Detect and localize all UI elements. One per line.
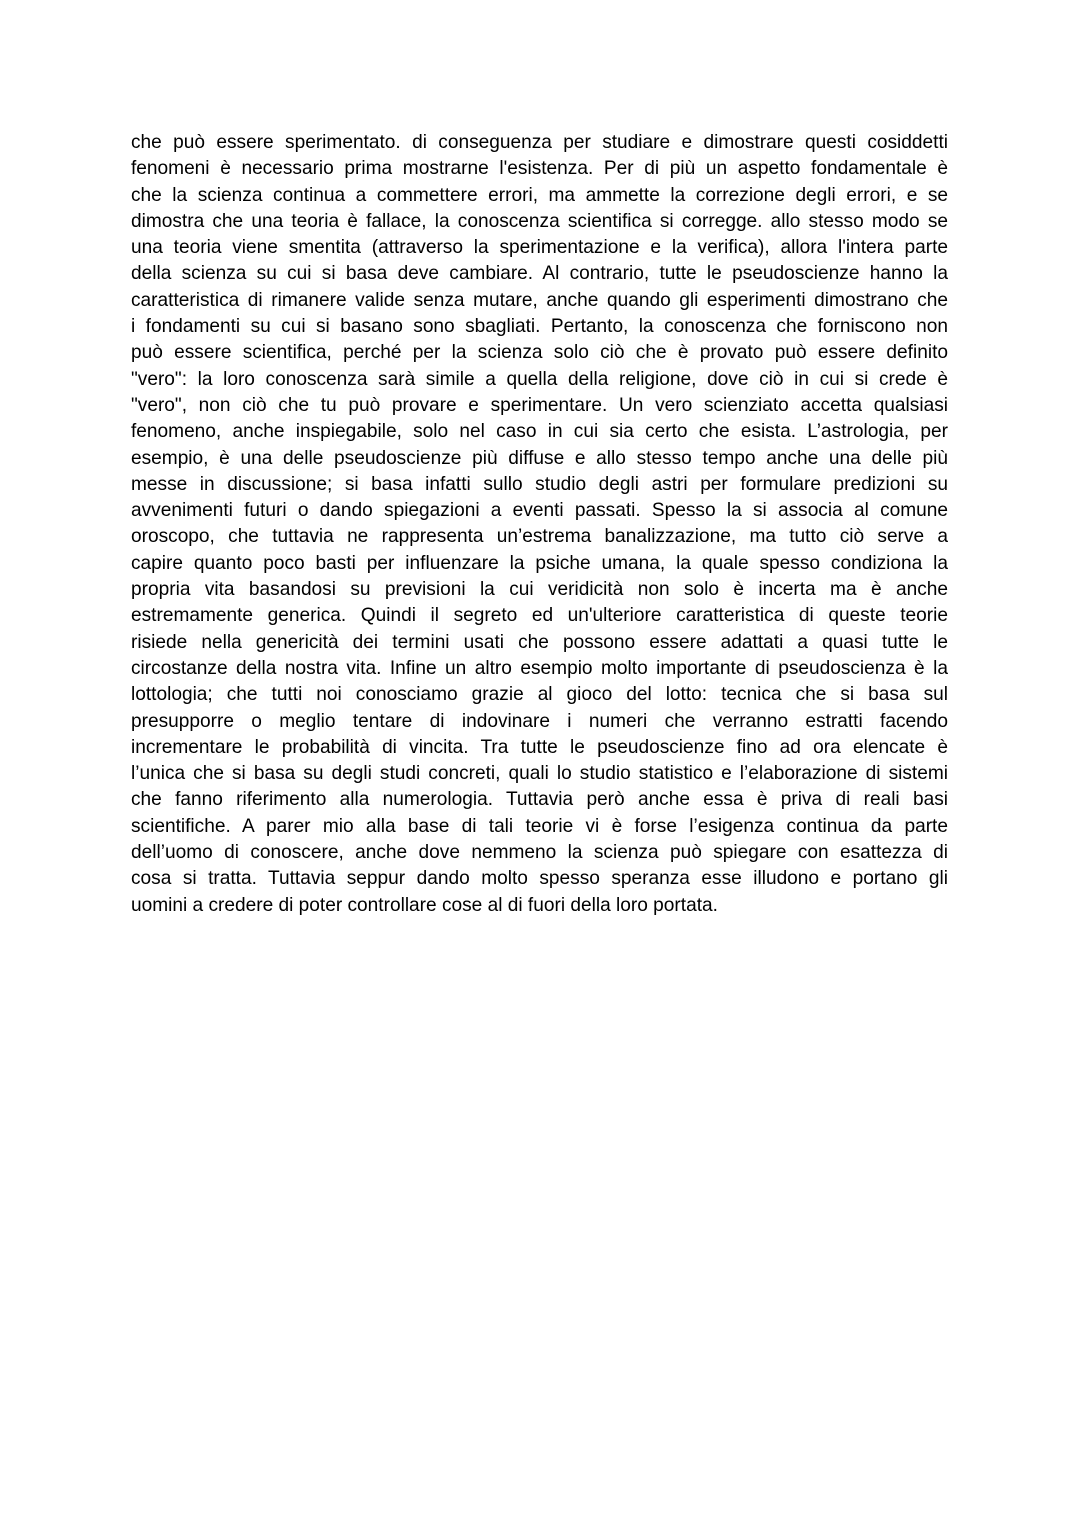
- text-line: incrementare le probabilità di vincita. Tra tutte le pseudoscienze fino ad ora elencate è: [131, 736, 948, 758]
- text-line: propria vita basandosi su previsioni la cui veridicità non solo è incerta ma è anche: [131, 579, 948, 601]
- text-line: fenomeni è necessario prima mostrarne l'esistenza. Per di più un aspetto fondamentale è: [131, 158, 948, 180]
- text-line: "vero": la loro conoscenza sarà simile a quella della religione, dove ciò in cui si crede è: [131, 368, 948, 390]
- text-line: che fanno riferimento alla numerologia. Tuttavia però anche essa è priva di reali basi: [131, 789, 948, 811]
- text-line: una teoria viene smentita (attraverso la sperimentazione e la verifica), allora l'intera parte: [131, 237, 948, 259]
- text-line: circostanze della nostra vita. Infine un altro esempio molto importante di pseudoscienza è la: [131, 657, 948, 679]
- text-line: uomini a credere di poter controllare cose al di fuori della loro portata.: [131, 894, 718, 916]
- text-line: risiede nella genericità dei termini usati che possono essere adattati a quasi tutte le: [131, 631, 948, 653]
- text-line: della scienza su cui si basa deve cambiare. Al contrario, tutte le pseudoscienze hanno la: [131, 263, 948, 285]
- text-line: l’unica che si basa su degli studi concreti, quali lo studio statistico e l’elaborazione di sistemi: [131, 763, 948, 785]
- text-line: i fondamenti su cui si basano sono sbagliati. Pertanto, la conoscenza che forniscono non: [131, 316, 948, 338]
- text-line: fenomeno, anche inspiegabile, solo nel caso in cui sia certo che esista. L’astrologia, per: [131, 421, 948, 443]
- text-line: caratteristica di rimanere valide senza mutare, anche quando gli esperimenti dimostrano che: [131, 289, 948, 311]
- body-paragraph: [131, 130, 948, 919]
- text-line: esempio, è una delle pseudoscienze più diffuse e allo stesso tempo anche una delle più: [131, 447, 948, 469]
- text-line: lottologia; che tutti noi conosciamo grazie al gioco del lotto: tecnica che si basa sul: [131, 684, 948, 706]
- text-line: dimostra che una teoria è fallace, la conoscenza scientifica si corregge. allo stesso modo se: [131, 210, 948, 232]
- text-line: cosa si tratta. Tuttavia seppur dando molto spesso speranza esse illudono e portano gli: [131, 868, 948, 890]
- text-line: avvenimenti futuri o dando spiegazioni a eventi passati. Spesso la si associa al comune: [131, 500, 948, 522]
- text-line: oroscopo, che tuttavia ne rappresenta un’estrema banalizzazione, ma tutto ciò serve a: [131, 526, 948, 548]
- text-line: che può essere sperimentato. di conseguenza per studiare e dimostrare questi cosiddetti: [131, 132, 948, 153]
- text-line: che la scienza continua a commettere errori, ma ammette la correzione degli errori, e se: [131, 184, 948, 206]
- text-line: estremamente generica. Quindi il segreto ed un'ulteriore caratteristica di queste teorie: [131, 605, 948, 627]
- text-line: dell’uomo di conoscere, anche dove nemmeno la scienza può spiegare con esattezza di: [131, 842, 948, 864]
- text-line: messe in discussione; si basa infatti sullo studio degli astri per formulare predizioni su: [131, 473, 948, 495]
- text-line: scientifiche. A parer mio alla base di tali teorie vi è forse l’esigenza continua da parte: [131, 815, 948, 837]
- text-line: presupporre o meglio tentare di indovinare i numeri che verranno estratti facendo: [131, 710, 948, 732]
- text-line: può essere scientifica, perché per la scienza solo ciò che è provato può essere definito: [131, 342, 948, 364]
- text-line: "vero", non ciò che tu può provare e sperimentare. Un vero scienziato accetta qualsiasi: [131, 394, 948, 416]
- text-line: capire quanto poco basti per influenzare la psiche umana, la quale spesso condiziona la: [131, 552, 948, 574]
